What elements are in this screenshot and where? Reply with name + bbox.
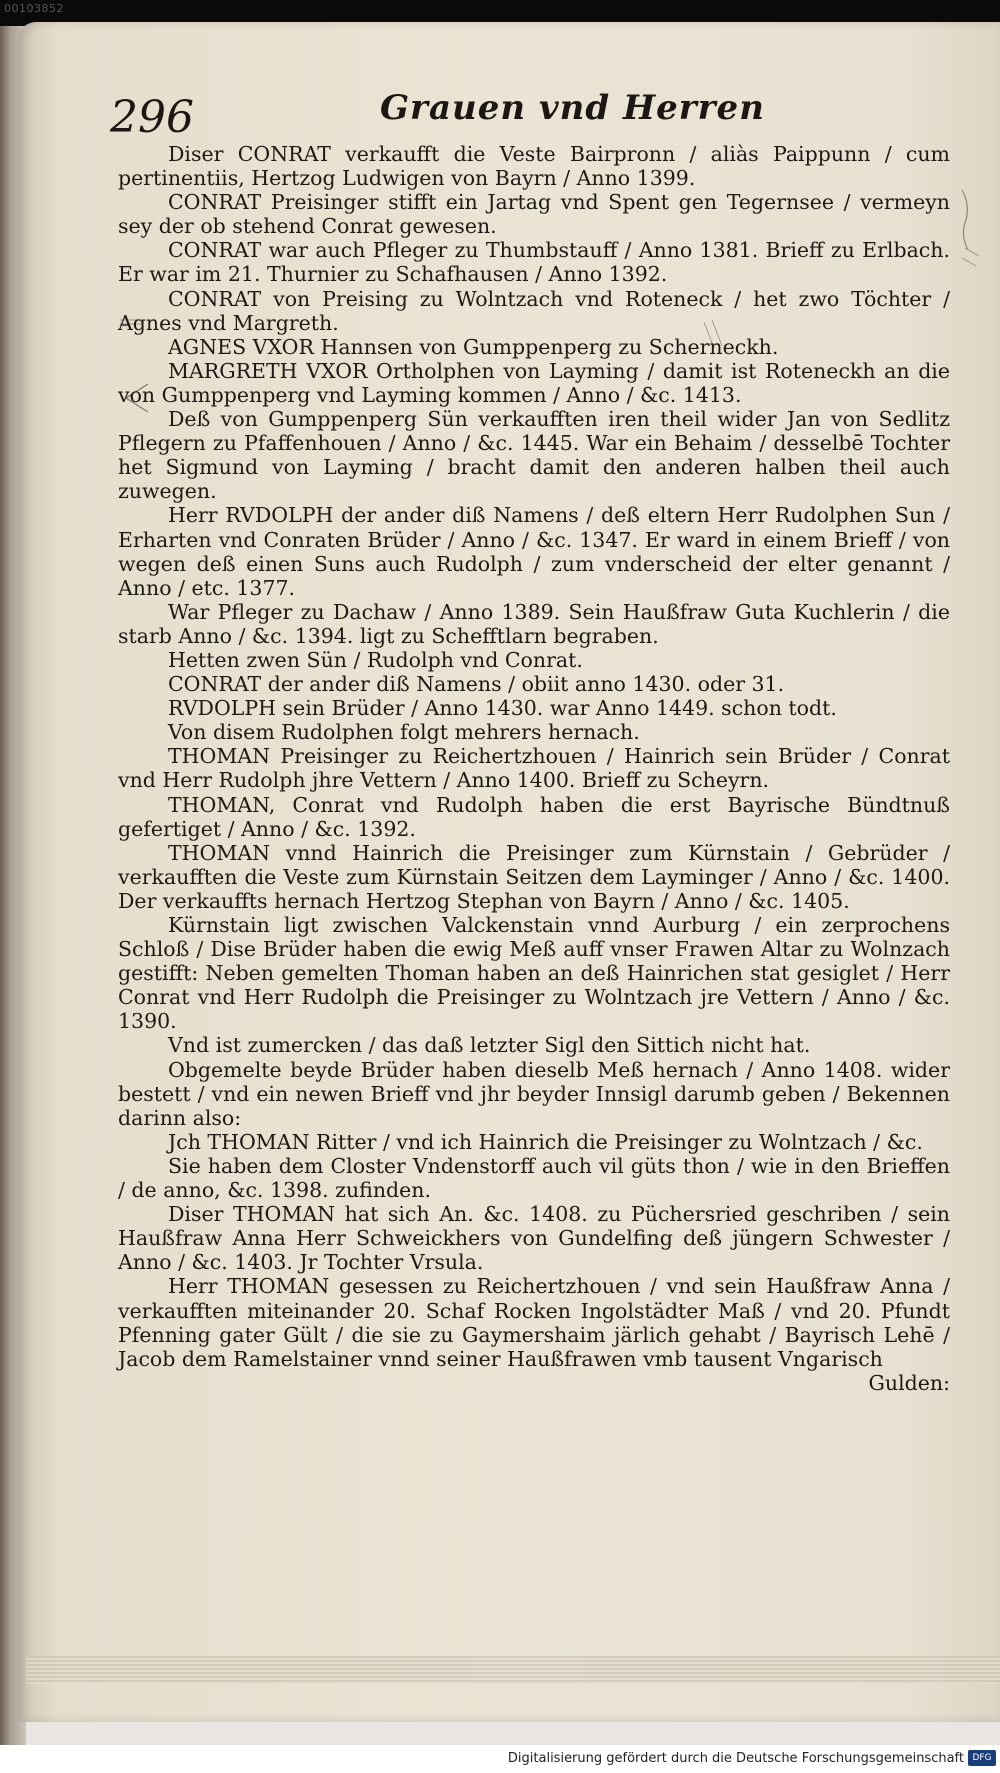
paragraph: THOMAN, Conrat vnd Rudolph haben die erst Bayrische Bündtnuß gefertiget / Anno / &c. 1392. xyxy=(118,792,950,841)
footer-note: Digitalisierung gefördert durch die Deutsche Forschungsgemeinschaft xyxy=(507,1751,964,1766)
paragraph: MARGRETH VXOR Ortholphen von Layming / damit ist Roteneckh an die von Gumppenperg vnd Layming kommen / Anno / &c. 1413. xyxy=(118,358,950,407)
page-edges xyxy=(26,1656,1000,1684)
scan-identifier: 00103852 xyxy=(4,2,64,15)
paragraph: Deß von Gumppenperg Sün verkaufften iren theil wider Jan von Sedlitz Pflegern zu Pfaffenhouen / Anno / &c. 1445. War ein Behaim / desselbē Tochter het Sigmund von Layming / bracht damit den anderen halben theil auch zuwegen. xyxy=(118,407,950,504)
paragraph: THOMAN Preisinger zu Reichertzhouen / Hainrich sein Brüder / Conrat vnd Herr Rudolph jhre Vettern / Anno 1400. Brieff zu Scheyrn. xyxy=(118,744,950,793)
running-head: Grauen vnd Herren xyxy=(380,88,765,128)
paragraph: CONRAT Preisinger stifft ein Jartag vnd Spent gen Tegernsee / vermeyn sey der ob stehend Conrat gewesen. xyxy=(118,190,950,239)
paragraph: Obgemelte beyde Brüder haben dieselb Meß hernach / Anno 1408. wider bestett / vnd ein newen Brieff vnd jhr beyder Innsigl darumb geben / Bekennen darinn also: xyxy=(118,1057,950,1130)
paragraph: Hetten zwen Sün / Rudolph vnd Conrat. xyxy=(168,647,583,672)
paragraph: Diser CONRAT verkaufft die Veste Bairpronn / aliàs Paippunn / cum pertinentiis, Hertzog Ludwigen von Bayrn / Anno 1399. xyxy=(118,142,950,191)
paragraph: CONRAT von Preising zu Wolntzach vnd Roteneck / het zwo Töchter / Agnes vnd Margreth. xyxy=(118,286,950,335)
paragraph: Herr THOMAN gesessen zu Reichertzhouen / vnd sein Haußfraw Anna / verkaufften miteinander 20. Schaf Rocken Ingolstädter Maß / vnd 20. Pfundt Pfenning gater Gült / die sie zu Gaymershaim järlich gehabt / Bayrisch Lehē / Jacob dem Ramelstainer vnnd seiner Haußfrawen vmb tausent Vngarisch xyxy=(118,1274,950,1371)
paragraph: Kürnstain ligt zwischen Valckenstain vnnd Aurburg / ein zerprochens Schloß / Dise Brüder haben die ewig Meß auff vnser Frawen Altar zu Wolnzach gestifft: Neben gemelten Thoman haben an deß Hainrichen stat gesiglet / Herr Conrat vnd Herr Rudolph die Preisinger zu Wolntzach jre Vettern / Anno / &c. 1390. xyxy=(118,913,950,1034)
paragraph: Diser THOMAN hat sich An. &c. 1408. zu Püchersried geschriben / sein Haußfraw Anna Herr Schweickhers von Gundelfing deß jüngern Schwester / Anno / &c. 1403. Jr Tochter Vrsula. xyxy=(118,1202,950,1275)
paragraph: Jch THOMAN Ritter / vnd ich Hainrich die Preisinger zu Wolntzach / &c. xyxy=(168,1129,923,1154)
paragraph: Sie haben dem Closter Vndenstorff auch vil güts thon / wie in den Brieffen / de anno, &c. 1398. zufinden. xyxy=(118,1153,950,1203)
paragraph: AGNES VXOR Hannsen von Gumppenperg zu Scherneckh. xyxy=(168,334,779,359)
paragraph: CONRAT der ander diß Namens / obiit anno 1430. oder 31. xyxy=(168,672,785,697)
paragraph: Vnd ist zumercken / das daß letzter Sigl den Sittich nicht hat. xyxy=(168,1033,811,1058)
paragraph: CONRAT war auch Pfleger zu Thumbstauff / Anno 1381. Brieff zu Erlbach. Er war im 21. Thurnier zu Schafhausen / Anno 1392. xyxy=(118,238,950,287)
paragraph: RVDOLPH sein Brüder / Anno 1430. war Anno 1449. schon todt. xyxy=(168,696,837,721)
body-text xyxy=(118,142,950,1395)
catchword: Gulden: xyxy=(868,1370,950,1395)
scan-footer-bar xyxy=(0,1745,1000,1773)
paragraph: THOMAN vnnd Hainrich die Preisinger zum Kürnstain / Gebrüder / verkaufften die Veste zum Kürnstain Seitzen dem Layminger / Anno / &c. 1400. Der verkauffts hernach Hertzog Stephan von Bayrn / Anno / &c. 1405. xyxy=(118,840,950,913)
dfg-logo: DFG xyxy=(968,1750,996,1766)
paragraph: Herr RVDOLPH der ander diß Namens / deß eltern Herr Rudolphen Sun / Erharten vnd Conraten Brüder / Anno / &c. 1347. Er ward in einem Brieff / von wegen deß einen Suns auch Rudolph / zum vnderscheid der elter genannt / Anno / etc. 1377. xyxy=(118,503,950,600)
paragraph: War Pfleger zu Dachaw / Anno 1389. Sein Haußfraw Guta Kuchlerin / die starb Anno / &c. 1394. ligt zu Schefftlarn begraben. xyxy=(118,599,950,648)
page-number: 296 xyxy=(110,92,194,143)
paragraph: Von disem Rudolphen folgt mehrers hernach. xyxy=(168,720,640,745)
